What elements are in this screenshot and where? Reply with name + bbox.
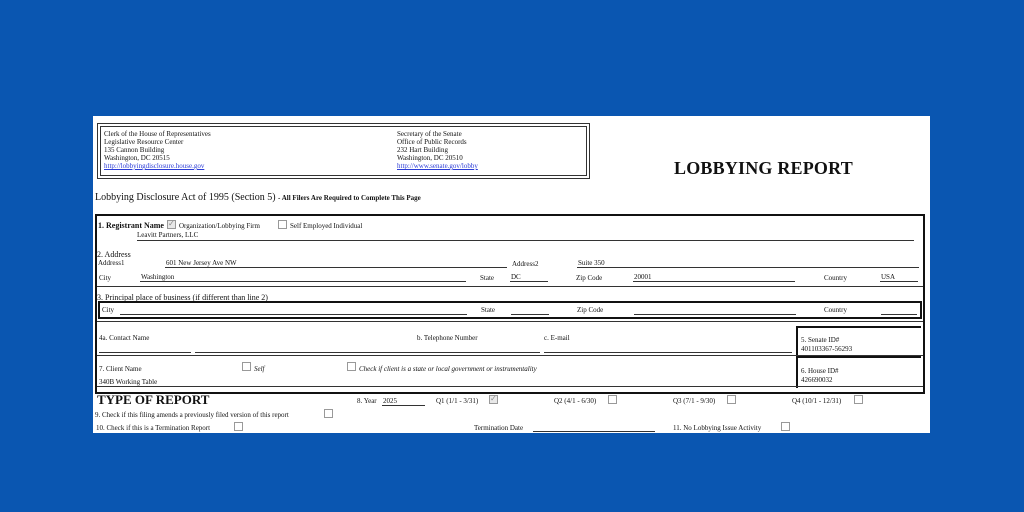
country-line <box>880 281 918 282</box>
house-id-box <box>796 356 921 388</box>
address1-label: Address1 <box>98 259 125 267</box>
client-self-label: Self <box>254 365 265 373</box>
q3-checkbox[interactable] <box>727 395 736 404</box>
address-section-label: 2. Address <box>97 250 131 259</box>
act-heading: Lobbying Disclosure Act of 1995 (Section 5) - All Filers Are Required to Complete This Page <box>95 192 421 203</box>
city-value[interactable]: Washington <box>141 273 175 281</box>
client-government-checkbox[interactable] <box>347 362 356 371</box>
principal-country-line <box>881 314 917 315</box>
q4-checkbox[interactable] <box>854 395 863 404</box>
city-label: City <box>99 274 112 282</box>
termination-checkbox[interactable] <box>234 422 243 431</box>
principal-state-label: State <box>481 306 495 314</box>
principal-zip-label: Zip Code <box>577 306 604 314</box>
principal-city-line <box>120 314 467 315</box>
termination-date-label: Termination Date <box>474 424 524 432</box>
client-name-value[interactable]: 340B Working Table <box>99 378 158 386</box>
page-title: LOBBYING REPORT <box>674 158 853 178</box>
client-name-line <box>97 386 923 387</box>
type-of-report-heading: TYPE OF REPORT <box>97 392 210 407</box>
termination-label: 10. Check if this is a Termination Report <box>96 424 211 432</box>
principal-place-label: 3. Principal place of business (if different than line 2) <box>97 293 268 302</box>
house-disclosure-link[interactable]: http://lobbyingdisclosure.house.gov <box>104 162 205 170</box>
state-value[interactable]: DC <box>511 273 521 281</box>
contact-name-line[interactable] <box>195 352 540 353</box>
client-name-label: 7. Client Name <box>99 365 142 373</box>
house-id-label: 6. House ID# <box>801 367 839 375</box>
zip-line <box>633 281 795 282</box>
telephone-label: b. Telephone Number <box>417 334 478 342</box>
q1-label: Q1 (1/1 - 3/31) <box>436 397 479 405</box>
organization-checkbox[interactable] <box>167 220 176 229</box>
address2-line <box>577 267 919 268</box>
address1-line <box>165 267 507 268</box>
house-office-address: Clerk of the House of Representatives Legislative Resource Center 135 Cannon Building Washington, DC 20515 http://lobbyingdisclosure.house.gov <box>104 130 211 170</box>
email-label: c. E-mail <box>544 334 570 342</box>
country-value[interactable]: USA <box>881 273 896 281</box>
principal-country-label: Country <box>824 306 847 314</box>
email-line[interactable] <box>544 352 792 353</box>
senate-id-label: 5. Senate ID# <box>801 336 840 344</box>
zip-value[interactable]: 20001 <box>634 273 652 281</box>
year-value[interactable]: 2025 <box>383 397 397 405</box>
principal-state-line <box>511 314 549 315</box>
senate-office-address: Secretary of the Senate Office of Public Records 232 Hart Building Washington, DC 20510 http://www.senate.gov/lobby <box>397 130 478 170</box>
self-employed-checkbox[interactable] <box>278 220 287 229</box>
principal-divider <box>97 321 923 322</box>
address2-value[interactable]: Suite 350 <box>578 259 605 267</box>
lobbying-report-form <box>93 116 930 433</box>
country-label: Country <box>824 274 847 282</box>
registrant-name-label: 1. Registrant Name <box>98 221 164 230</box>
principal-zip-line <box>634 314 796 315</box>
no-activity-label: 11. No Lobbying Issue Activity <box>673 424 762 432</box>
contact-name-label: 4a. Contact Name <box>99 334 150 342</box>
city-line <box>140 281 466 282</box>
q2-checkbox[interactable] <box>608 395 617 404</box>
termination-date-line[interactable] <box>533 431 655 432</box>
self-employed-label: Self Employed Individual <box>290 222 363 230</box>
address1-value[interactable]: 601 New Jersey Ave NW <box>166 259 237 267</box>
client-government-label: Check if client is a state or local government or instrumentality <box>359 365 537 373</box>
organization-label: Organization/Lobbying Firm <box>179 222 260 230</box>
contact-divider <box>97 355 923 356</box>
address-divider <box>97 286 923 287</box>
registrant-name-value[interactable]: Leavitt Partners, LLC <box>137 231 199 239</box>
principal-place-box <box>98 301 922 319</box>
q1-checkbox[interactable] <box>489 395 498 404</box>
state-label: State <box>480 274 494 282</box>
principal-city-label: City <box>102 306 115 314</box>
no-activity-checkbox[interactable] <box>781 422 790 431</box>
year-line <box>382 405 425 406</box>
contact-prefix-line[interactable] <box>99 352 191 353</box>
amend-label: 9. Check if this filing amends a previously filed version of this report <box>95 411 289 419</box>
senate-lobby-link[interactable]: http://www.senate.gov/lobby <box>397 162 478 170</box>
senate-id-value: 401103367-56293 <box>801 345 853 353</box>
registrant-section <box>95 214 925 394</box>
zip-label: Zip Code <box>576 274 603 282</box>
registrant-name-line <box>137 240 914 241</box>
filing-offices-box <box>97 123 590 179</box>
q2-label: Q2 (4/1 - 6/30) <box>554 397 597 405</box>
amend-checkbox[interactable] <box>324 409 333 418</box>
year-label: 8. Year <box>357 397 377 405</box>
house-id-value: 426690032 <box>801 376 833 384</box>
client-self-checkbox[interactable] <box>242 362 251 371</box>
address2-label: Address2 <box>512 260 539 268</box>
senate-id-box <box>796 326 921 358</box>
state-line <box>510 281 548 282</box>
q4-label: Q4 (10/1 - 12/31) <box>792 397 842 405</box>
q3-label: Q3 (7/1 - 9/30) <box>673 397 716 405</box>
